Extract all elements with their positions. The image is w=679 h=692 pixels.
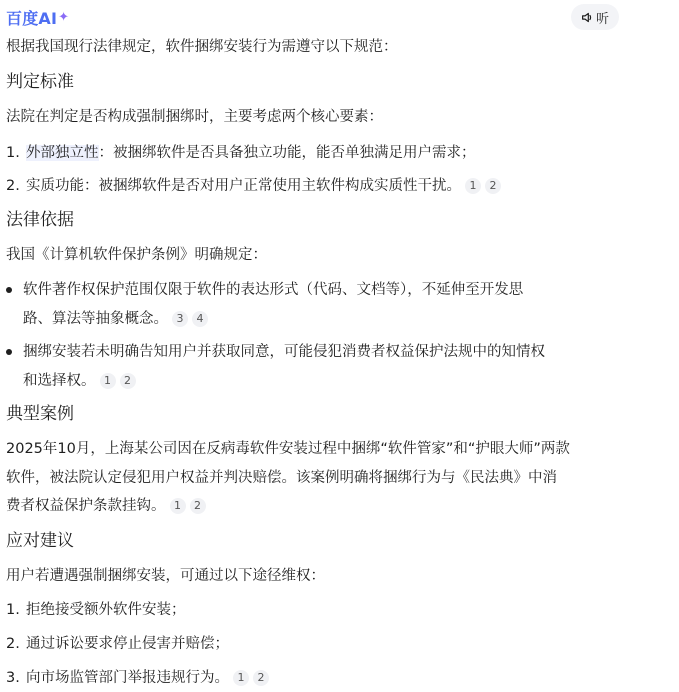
case-line-1: 2025年10月，上海某公司因在反病毒软件安装过程中捆绑“软件管家”和“护眼大师”两款: [6, 441, 570, 457]
legal-bullet-1-line-2-text: 路、算法等抽象概念。: [23, 311, 168, 327]
intro-text: 根据我国现行法律规定，软件捆绑安装行为需遵守以下规范：: [6, 39, 398, 55]
advice-item-3: [6, 668, 269, 688]
list-number: 2.: [6, 178, 20, 194]
section-title-advice: 应对建议: [6, 531, 74, 551]
citation-badge[interactable]: 2: [120, 373, 136, 389]
advice-lead: 用户若遭遇强制捆绑安装，可通过以下途径维权：: [6, 568, 325, 584]
answer-header: [6, 4, 679, 28]
speaker-icon: [581, 11, 594, 24]
citation-badge[interactable]: 1: [233, 670, 249, 686]
section-title-case: 典型案例: [6, 404, 74, 424]
list-number: 2.: [6, 636, 20, 652]
citation-badge[interactable]: 1: [170, 498, 186, 514]
citation-badge[interactable]: 1: [100, 373, 116, 389]
highlighted-term[interactable]: 外部独立性: [26, 145, 99, 161]
bullet-dot: [6, 287, 12, 293]
advice-item-1: [6, 600, 186, 620]
advice-item-2: [6, 634, 229, 654]
list-number: 1.: [6, 602, 20, 618]
case-line-3: [6, 496, 206, 516]
criteria-item-2: [6, 176, 501, 196]
legal-bullet-2-line-2: [23, 371, 136, 391]
advice-item-1-text: 拒绝接受额外软件安装；: [26, 602, 186, 618]
criteria-item-2-text: 实质功能：被捆绑软件是否对用户正常使用主软件构成实质性干扰。: [26, 178, 461, 194]
baidu-ai-logo: [6, 6, 69, 29]
bullet-dot: [6, 349, 12, 355]
sparkle-icon: ✦: [58, 10, 70, 25]
legal-bullet-2-line-2-text: 和选择权。: [23, 373, 96, 389]
advice-item-2-text: 通过诉讼要求停止侵害并赔偿；: [26, 636, 229, 652]
list-number: 3.: [6, 670, 20, 686]
logo-text: 百度AI: [6, 9, 58, 28]
list-number: 1.: [6, 145, 20, 161]
criteria-lead: 法院在判定是否构成强制捆绑时，主要考虑两个核心要素：: [6, 109, 383, 125]
citation-badge[interactable]: 3: [172, 311, 188, 327]
criteria-item-1-text: ：被捆绑软件是否具备独立功能，能否单独满足用户需求；: [98, 145, 476, 161]
advice-item-3-text: 向市场监管部门举报违规行为。: [26, 670, 229, 686]
listen-button[interactable]: [571, 4, 619, 30]
case-line-3-text: 费者权益保护条款挂钩。: [6, 498, 166, 514]
criteria-item-1: [6, 143, 476, 163]
section-title-legal-basis: 法律依据: [6, 210, 74, 230]
citation-badge[interactable]: 2: [190, 498, 206, 514]
citation-badge[interactable]: 1: [465, 178, 481, 194]
legal-bullet-1-line-1: 软件著作权保护范围仅限于软件的表达形式（代码、文档等），不延伸至开发思: [23, 282, 524, 298]
legal-bullet-2-line-1: 捆绑安装若未明确告知用户并获取同意，可能侵犯消费者权益保护法规中的知情权: [23, 344, 545, 360]
citation-badge[interactable]: 2: [253, 670, 269, 686]
citation-badge[interactable]: 4: [192, 311, 208, 327]
section-title-criteria: 判定标准: [6, 72, 74, 92]
legal-basis-lead: 我国《计算机软件保护条例》明确规定：: [6, 247, 267, 263]
legal-bullet-1-line-2: [23, 309, 208, 329]
listen-label: 听: [595, 11, 609, 27]
citation-badge[interactable]: 2: [485, 178, 501, 194]
case-line-2: 软件，被法院认定侵犯用户权益并判决赔偿。该案例明确将捆绑行为与《民法典》中消: [6, 470, 557, 486]
